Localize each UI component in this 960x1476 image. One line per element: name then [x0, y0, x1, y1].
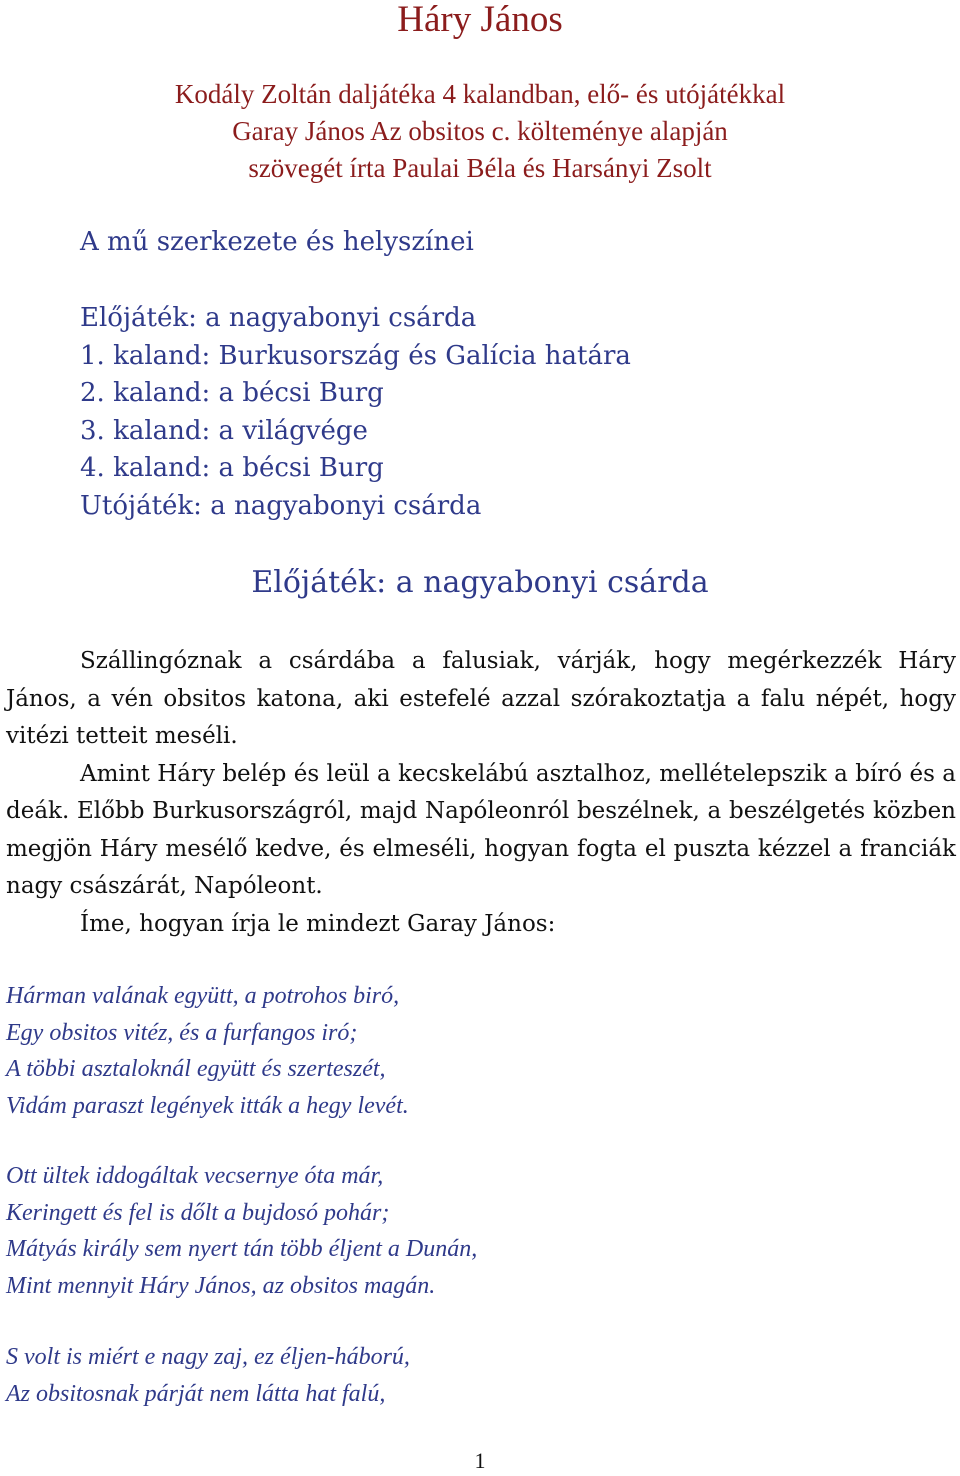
paragraph-line: Háry János, a vén obsitos katona, aki estefelé azzal szórakoztatja a falu [6, 648, 956, 712]
paragraph [6, 643, 956, 756]
subtitle-block [0, 76, 960, 187]
structure-item: 3. kaland: a világvége [80, 415, 368, 446]
structure-heading: A mű szerkezete és helyszínei [80, 227, 474, 257]
poem-line: Mátyás király sem nyert tán több éljent a Dunán, [6, 1236, 478, 1262]
poem-line: Egy obsitos vitéz, és a furfangos iró; [6, 1019, 358, 1046]
section-heading: Előjáték: a nagyabonyi csárda [251, 565, 709, 600]
poem-line: Mint mennyit Háry János, az obsitos magán. [6, 1272, 436, 1299]
poem-line: Vidám paraszt legények itták a hegy levét. [6, 1092, 409, 1119]
paragraph-line: bíró és a deák. Előbb Burkusországról, majd Napóleonról beszélnek, a [6, 760, 957, 824]
poem-line: S volt is miért e nagy zaj, ez éljen-háború, [6, 1344, 410, 1370]
paragraph [6, 756, 956, 906]
paragraph [6, 906, 956, 944]
structure-item: 2. kaland: a bécsi Burg [80, 378, 384, 408]
subtitle-line: szövegét írta Paulai Béla és Harsányi Zsolt [248, 153, 712, 183]
paragraph-line: népét, hogy vitézi tetteit meséli. [6, 685, 956, 749]
subtitle-line: Kodály Zoltán daljátéka 4 kalandban, elő- és utójátékkal [174, 79, 786, 109]
paragraph-line: Íme, hogyan írja le mindezt Garay János: [80, 910, 556, 937]
paragraph-line: beszélgetés közben megjön Háry mesélő kedve, és elmeséli, hogyan [6, 798, 956, 862]
poem-stanza [6, 1158, 906, 1304]
paragraph-line: Amint Háry belép és leül a kecskelábú asztalhoz, mellételepszik a [80, 760, 856, 787]
document-title: Háry János [397, 0, 563, 40]
paragraph-line: Szállingóznak a csárdába a falusiak, várják, hogy megérkezzék [80, 648, 899, 674]
structure-item: Utójáték: a nagyabonyi csárda [80, 490, 482, 521]
poem-stanza [6, 978, 906, 1124]
structure-item: 1. kaland: Burkusország és Galícia határa [80, 340, 631, 371]
poem-stanza [6, 1339, 906, 1412]
paragraph-line: fogta el puszta kézzel a franciák nagy császárát, Napóleont. [6, 835, 956, 899]
structure-item: 4. kaland: a bécsi Burg [80, 453, 384, 483]
poem-line: Keringett és fel is dőlt a bujdosó pohár; [6, 1199, 390, 1226]
structure-list [80, 300, 631, 525]
body-text [6, 643, 956, 943]
page-number: 1 [474, 1448, 486, 1473]
poem-line: Ott ültek iddogáltak vecsernye óta már, [6, 1163, 384, 1189]
poem-line: A többi asztaloknál együtt és szerteszét, [6, 1056, 386, 1082]
subtitle-line: Garay János Az obsitos c. költeménye alapján [232, 116, 728, 146]
structure-item: Előjáték: a nagyabonyi csárda [80, 303, 477, 333]
poem-line: Az obsitosnak párját nem látta hat falú, [6, 1380, 386, 1407]
poem-line: Hárman valának együtt, a potrohos biró, [6, 983, 400, 1009]
